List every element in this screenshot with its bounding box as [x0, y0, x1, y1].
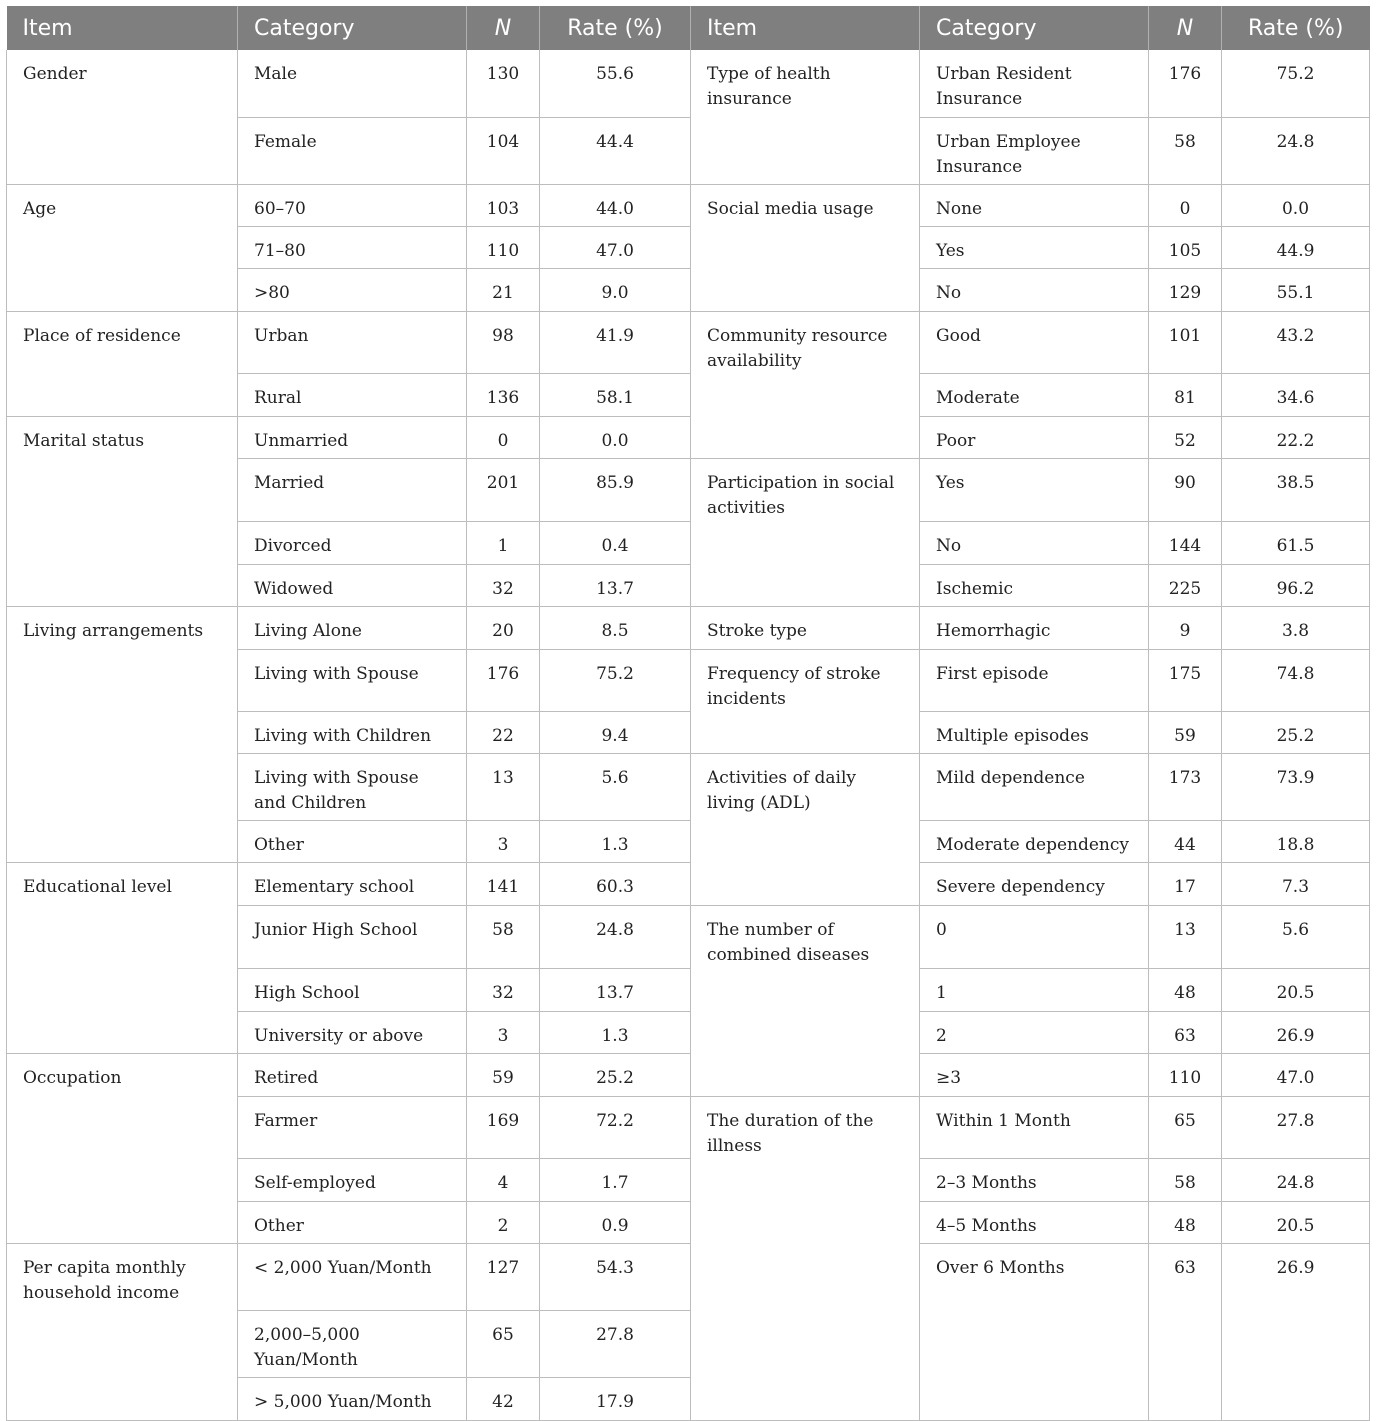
table-row [7, 50, 1370, 117]
right-category-cell: Yes [920, 459, 1149, 522]
left-item-cell [7, 712, 238, 754]
right-item-cell [691, 712, 920, 754]
header-item-right: Item [691, 6, 920, 50]
left-rate-cell: 58.1 [540, 374, 691, 417]
table-row [7, 374, 1370, 417]
right-item-cell: The duration of the illness [691, 1096, 920, 1159]
right-item-cell [691, 564, 920, 606]
left-n-cell: 22 [467, 712, 540, 754]
table-row [7, 1159, 1370, 1202]
left-item-cell [7, 1311, 238, 1378]
left-n-cell: 20 [467, 606, 540, 649]
left-category-cell: Married [238, 459, 467, 522]
left-rate-cell: 5.6 [540, 754, 691, 821]
left-item-cell: Place of residence [7, 311, 238, 374]
right-category-cell: Poor [920, 417, 1149, 459]
right-rate-cell: 5.6 [1222, 906, 1370, 969]
left-category-cell: Divorced [238, 521, 467, 564]
left-item-cell: Occupation [7, 1053, 238, 1096]
left-n-cell: 176 [467, 649, 540, 712]
left-n-cell: 127 [467, 1244, 540, 1311]
table-row [7, 821, 1370, 863]
right-n-cell: 48 [1149, 1202, 1222, 1244]
right-n-cell: 65 [1149, 1096, 1222, 1159]
right-rate-cell: 55.1 [1222, 268, 1370, 311]
left-category-cell: Living with Children [238, 712, 467, 754]
right-rate-cell: 34.6 [1222, 374, 1370, 417]
left-n-cell: 103 [467, 184, 540, 226]
left-category-cell: Retired [238, 1053, 467, 1096]
right-category-cell: Moderate dependency [920, 821, 1149, 863]
left-item-cell [7, 459, 238, 522]
right-item-cell [691, 1244, 920, 1311]
left-item-cell [7, 374, 238, 417]
right-category-cell: 0 [920, 906, 1149, 969]
left-item-cell [7, 564, 238, 606]
left-n-cell: 141 [467, 863, 540, 906]
left-n-cell: 32 [467, 564, 540, 606]
left-item-cell: Educational level [7, 863, 238, 906]
table-row [7, 268, 1370, 311]
right-category-cell: Mild dependence [920, 754, 1149, 821]
left-category-cell: 60–70 [238, 184, 467, 226]
right-rate-cell: 25.2 [1222, 712, 1370, 754]
right-category-cell: Within 1 Month [920, 1096, 1149, 1159]
left-category-cell: Farmer [238, 1096, 467, 1159]
left-n-cell: 13 [467, 754, 540, 821]
header-rate: Rate (%) [540, 6, 691, 50]
left-rate-cell: 13.7 [540, 564, 691, 606]
right-category-cell: No [920, 268, 1149, 311]
right-n-cell: 144 [1149, 521, 1222, 564]
demographics-table [6, 6, 1370, 1421]
right-item-cell [691, 1159, 920, 1202]
right-rate-cell: 22.2 [1222, 417, 1370, 459]
left-rate-cell: 44.4 [540, 117, 691, 184]
left-category-cell: 2,000–5,000 Yuan/Month [238, 1311, 467, 1378]
left-rate-cell: 0.4 [540, 521, 691, 564]
right-rate-cell: 27.8 [1222, 1096, 1370, 1159]
left-rate-cell: 1.3 [540, 1011, 691, 1053]
left-item-cell [7, 906, 238, 969]
left-rate-cell: 13.7 [540, 968, 691, 1011]
left-n-cell: 3 [467, 821, 540, 863]
right-item-cell: Participation in social activities [691, 459, 920, 522]
left-category-cell: Urban [238, 311, 467, 374]
left-category-cell: Other [238, 1202, 467, 1244]
left-rate-cell: 24.8 [540, 906, 691, 969]
left-item-cell: Marital status [7, 417, 238, 459]
left-item-cell [7, 1202, 238, 1244]
left-rate-cell: 0.9 [540, 1202, 691, 1244]
right-category-cell: 1 [920, 968, 1149, 1011]
left-category-cell: 71–80 [238, 226, 467, 268]
right-item-cell [691, 521, 920, 564]
right-rate-cell: 20.5 [1222, 968, 1370, 1011]
table-row [7, 649, 1370, 712]
right-n-cell: 175 [1149, 649, 1222, 712]
left-category-cell: Rural [238, 374, 467, 417]
left-n-cell: 32 [467, 968, 540, 1011]
right-rate-cell: 26.9 [1222, 1011, 1370, 1053]
right-category-cell: Yes [920, 226, 1149, 268]
left-category-cell: Female [238, 117, 467, 184]
left-n-cell: 59 [467, 1053, 540, 1096]
left-category-cell: > 5,000 Yuan/Month [238, 1378, 467, 1421]
table-row [7, 1053, 1370, 1096]
right-category-cell: Multiple episodes [920, 712, 1149, 754]
left-item-cell [7, 968, 238, 1011]
left-n-cell: 3 [467, 1011, 540, 1053]
left-n-cell: 65 [467, 1311, 540, 1378]
left-rate-cell: 9.0 [540, 268, 691, 311]
left-category-cell: Living with Spouse and Children [238, 754, 467, 821]
left-category-cell: Elementary school [238, 863, 467, 906]
left-n-cell: 21 [467, 268, 540, 311]
left-category-cell: Living with Spouse [238, 649, 467, 712]
right-category-cell: No [920, 521, 1149, 564]
table-row [7, 521, 1370, 564]
left-rate-cell: 85.9 [540, 459, 691, 522]
left-rate-cell: 17.9 [540, 1378, 691, 1421]
left-rate-cell: 47.0 [540, 226, 691, 268]
left-item-cell [7, 649, 238, 712]
right-rate-cell: 24.8 [1222, 1159, 1370, 1202]
right-item-cell [691, 1202, 920, 1244]
table-row [7, 754, 1370, 821]
right-category-cell: None [920, 184, 1149, 226]
right-item-cell: The number of combined diseases [691, 906, 920, 969]
table-row [7, 184, 1370, 226]
right-item-cell [691, 1311, 920, 1378]
table-row [7, 1244, 1370, 1311]
left-n-cell: 136 [467, 374, 540, 417]
right-category-cell: Moderate [920, 374, 1149, 417]
right-n-cell: 81 [1149, 374, 1222, 417]
left-category-cell: Other [238, 821, 467, 863]
table-row [7, 606, 1370, 649]
right-rate-cell: 24.8 [1222, 117, 1370, 184]
right-rate-cell [1222, 1311, 1370, 1378]
left-category-cell: Junior High School [238, 906, 467, 969]
right-rate-cell: 3.8 [1222, 606, 1370, 649]
right-item-cell [691, 268, 920, 311]
right-rate-cell: 44.9 [1222, 226, 1370, 268]
right-category-cell: Hemorrhagic [920, 606, 1149, 649]
left-item-cell [7, 821, 238, 863]
right-item-cell [691, 1053, 920, 1096]
left-rate-cell: 54.3 [540, 1244, 691, 1311]
left-n-cell: 1 [467, 521, 540, 564]
right-category-cell [920, 1311, 1149, 1378]
right-n-cell: 173 [1149, 754, 1222, 821]
right-rate-cell: 73.9 [1222, 754, 1370, 821]
right-n-cell: 225 [1149, 564, 1222, 606]
table-row [7, 311, 1370, 374]
right-category-cell: 4–5 Months [920, 1202, 1149, 1244]
left-item-cell: Age [7, 184, 238, 226]
left-category-cell: Widowed [238, 564, 467, 606]
left-n-cell: 110 [467, 226, 540, 268]
right-item-cell [691, 968, 920, 1011]
right-rate-cell [1222, 1378, 1370, 1421]
right-item-cell [691, 117, 920, 184]
table-row [7, 117, 1370, 184]
right-n-cell: 48 [1149, 968, 1222, 1011]
table-row [7, 1311, 1370, 1378]
right-item-cell [691, 226, 920, 268]
table-row [7, 1378, 1370, 1421]
right-category-cell: Ischemic [920, 564, 1149, 606]
left-category-cell: University or above [238, 1011, 467, 1053]
left-n-cell: 2 [467, 1202, 540, 1244]
right-n-cell: 63 [1149, 1011, 1222, 1053]
right-category-cell [920, 1378, 1149, 1421]
left-rate-cell: 8.5 [540, 606, 691, 649]
table-row [7, 863, 1370, 906]
left-category-cell: Male [238, 50, 467, 117]
left-rate-cell: 75.2 [540, 649, 691, 712]
left-rate-cell: 25.2 [540, 1053, 691, 1096]
left-n-cell: 42 [467, 1378, 540, 1421]
right-item-cell: Social media usage [691, 184, 920, 226]
left-n-cell: 130 [467, 50, 540, 117]
right-rate-cell: 7.3 [1222, 863, 1370, 906]
left-rate-cell: 60.3 [540, 863, 691, 906]
left-n-cell: 4 [467, 1159, 540, 1202]
right-category-cell: Over 6 Months [920, 1244, 1149, 1311]
table-row [7, 564, 1370, 606]
right-n-cell: 176 [1149, 50, 1222, 117]
right-n-cell: 129 [1149, 268, 1222, 311]
right-category-cell: Urban Resident Insurance [920, 50, 1149, 117]
left-n-cell: 0 [467, 417, 540, 459]
right-rate-cell: 47.0 [1222, 1053, 1370, 1096]
right-n-cell: 17 [1149, 863, 1222, 906]
left-n-cell: 201 [467, 459, 540, 522]
right-category-cell: First episode [920, 649, 1149, 712]
table-row [7, 712, 1370, 754]
table-body [7, 50, 1370, 1421]
left-item-cell [7, 1378, 238, 1421]
header-category: Category [238, 6, 467, 50]
right-n-cell: 44 [1149, 821, 1222, 863]
right-item-cell: Stroke type [691, 606, 920, 649]
right-n-cell: 9 [1149, 606, 1222, 649]
right-category-cell: 2 [920, 1011, 1149, 1053]
right-item-cell [691, 374, 920, 417]
header-rate-right: Rate (%) [1222, 6, 1370, 50]
left-n-cell: 98 [467, 311, 540, 374]
header-category-right: Category [920, 6, 1149, 50]
right-category-cell: 2–3 Months [920, 1159, 1149, 1202]
left-n-cell: 169 [467, 1096, 540, 1159]
right-n-cell: 58 [1149, 1159, 1222, 1202]
header-n: N [467, 6, 540, 50]
left-rate-cell: 72.2 [540, 1096, 691, 1159]
right-n-cell: 59 [1149, 712, 1222, 754]
right-n-cell: 58 [1149, 117, 1222, 184]
right-category-cell: Severe dependency [920, 863, 1149, 906]
right-n-cell: 105 [1149, 226, 1222, 268]
right-rate-cell: 61.5 [1222, 521, 1370, 564]
left-item-cell [7, 1096, 238, 1159]
right-rate-cell: 0.0 [1222, 184, 1370, 226]
table-row [7, 417, 1370, 459]
left-n-cell: 58 [467, 906, 540, 969]
right-n-cell: 63 [1149, 1244, 1222, 1311]
left-rate-cell: 44.0 [540, 184, 691, 226]
right-item-cell: Community resource availability [691, 311, 920, 374]
right-rate-cell: 96.2 [1222, 564, 1370, 606]
table-row [7, 459, 1370, 522]
right-n-cell: 110 [1149, 1053, 1222, 1096]
right-rate-cell: 20.5 [1222, 1202, 1370, 1244]
left-item-cell [7, 226, 238, 268]
right-category-cell: Good [920, 311, 1149, 374]
right-item-cell [691, 1011, 920, 1053]
right-n-cell: 101 [1149, 311, 1222, 374]
right-item-cell: Frequency of stroke incidents [691, 649, 920, 712]
right-rate-cell: 43.2 [1222, 311, 1370, 374]
left-rate-cell: 1.3 [540, 821, 691, 863]
left-item-cell: Living arrangements [7, 606, 238, 649]
left-item-cell: Gender [7, 50, 238, 117]
left-rate-cell: 41.9 [540, 311, 691, 374]
table-row [7, 1202, 1370, 1244]
left-rate-cell: 1.7 [540, 1159, 691, 1202]
right-item-cell [691, 863, 920, 906]
left-rate-cell: 9.4 [540, 712, 691, 754]
left-rate-cell: 27.8 [540, 1311, 691, 1378]
table-row [7, 226, 1370, 268]
left-category-cell: Living Alone [238, 606, 467, 649]
left-item-cell [7, 117, 238, 184]
left-n-cell: 104 [467, 117, 540, 184]
right-rate-cell: 18.8 [1222, 821, 1370, 863]
right-item-cell [691, 417, 920, 459]
right-item-cell [691, 821, 920, 863]
left-item-cell [7, 521, 238, 564]
left-category-cell: >80 [238, 268, 467, 311]
left-item-cell [7, 1159, 238, 1202]
left-item-cell [7, 1011, 238, 1053]
table-row [7, 906, 1370, 969]
table-row [7, 968, 1370, 1011]
left-category-cell: Self-employed [238, 1159, 467, 1202]
left-category-cell: < 2,000 Yuan/Month [238, 1244, 467, 1311]
left-item-cell [7, 268, 238, 311]
header-row [7, 6, 1370, 50]
table-row [7, 1096, 1370, 1159]
right-item-cell [691, 1378, 920, 1421]
right-item-cell: Type of health insurance [691, 50, 920, 117]
right-rate-cell: 75.2 [1222, 50, 1370, 117]
right-n-cell: 13 [1149, 906, 1222, 969]
right-rate-cell: 74.8 [1222, 649, 1370, 712]
header-n-right: N [1149, 6, 1222, 50]
left-category-cell: High School [238, 968, 467, 1011]
header-item: Item [7, 6, 238, 50]
table-row [7, 1011, 1370, 1053]
left-rate-cell: 55.6 [540, 50, 691, 117]
right-category-cell: ≥3 [920, 1053, 1149, 1096]
left-item-cell: Per capita monthly household income [7, 1244, 238, 1311]
right-rate-cell: 26.9 [1222, 1244, 1370, 1311]
left-rate-cell: 0.0 [540, 417, 691, 459]
right-rate-cell: 38.5 [1222, 459, 1370, 522]
right-item-cell: Activities of daily living (ADL) [691, 754, 920, 821]
left-category-cell: Unmarried [238, 417, 467, 459]
left-item-cell [7, 754, 238, 821]
right-n-cell: 0 [1149, 184, 1222, 226]
right-n-cell: 52 [1149, 417, 1222, 459]
right-n-cell [1149, 1378, 1222, 1421]
right-category-cell: Urban Employee Insurance [920, 117, 1149, 184]
right-n-cell: 90 [1149, 459, 1222, 522]
right-n-cell [1149, 1311, 1222, 1378]
